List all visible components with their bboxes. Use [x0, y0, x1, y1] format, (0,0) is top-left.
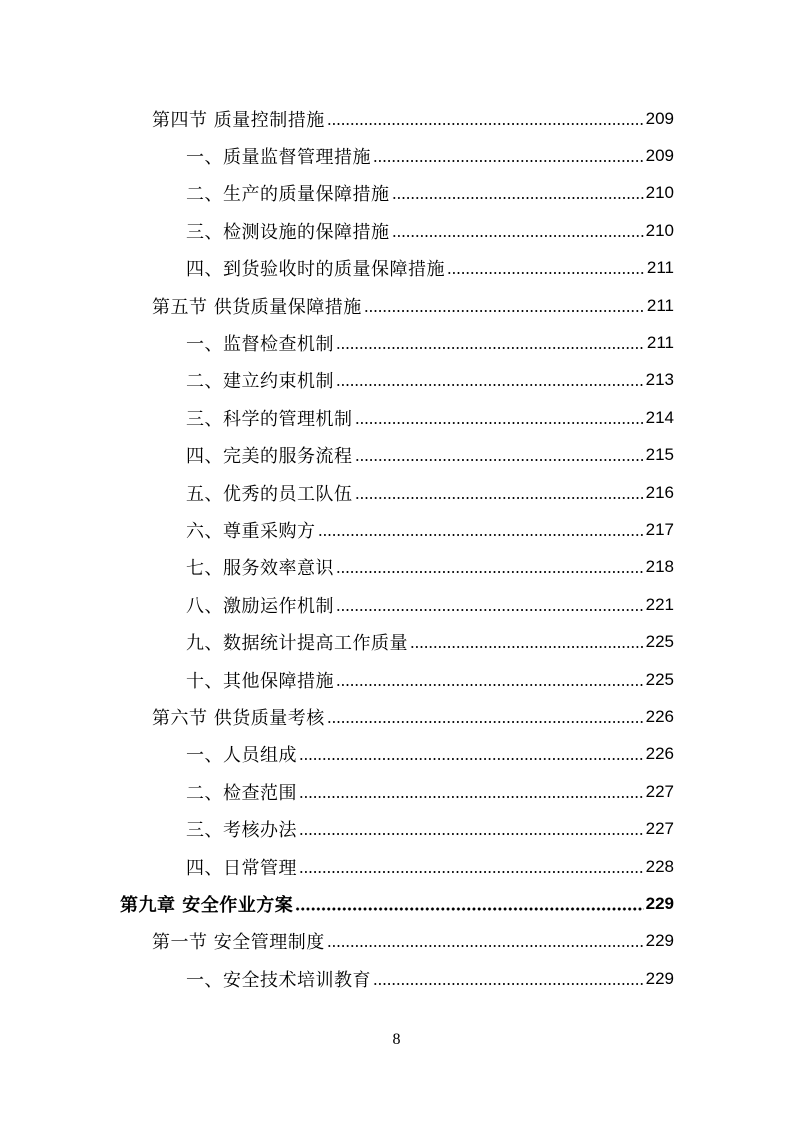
toc-entry-label: 二、生产的质量保障措施 [186, 184, 390, 206]
toc-entry-page: 209 [645, 108, 674, 128]
toc-item-entry[interactable] [0, 324, 793, 361]
toc-entry-label: 一、监督检查机制 [186, 334, 334, 356]
toc-section-entry[interactable] [0, 100, 793, 137]
toc-entry-page: 229 [645, 931, 674, 951]
toc-entry-label: 三、科学的管理机制 [186, 408, 353, 430]
toc-dot-leader [336, 681, 644, 689]
toc-dot-leader [327, 718, 644, 726]
toc-entry-label: 一、人员组成 [186, 745, 297, 767]
toc-dot-leader [355, 494, 644, 502]
toc-entry-label: 十、其他保障措施 [186, 670, 334, 692]
toc-entry-page: 229 [645, 893, 674, 913]
toc-item-entry[interactable] [0, 586, 793, 623]
toc-entry-label: 四、日常管理 [186, 857, 297, 879]
toc-entry-page: 211 [646, 333, 674, 353]
toc-dot-leader [392, 194, 644, 202]
toc-dot-leader [318, 531, 644, 539]
toc-entry-page: 227 [645, 781, 674, 801]
toc-dot-leader [336, 568, 644, 576]
toc-entry-label: 六、尊重采购方 [186, 520, 316, 542]
toc-dot-leader [392, 232, 644, 240]
toc-dot-leader [336, 381, 644, 389]
toc-entry-page: 225 [645, 632, 674, 652]
toc-entry-label: 八、激励运作机制 [186, 595, 334, 617]
toc-entry-label: 一、质量监督管理措施 [186, 147, 371, 169]
toc-entry-page: 229 [645, 968, 674, 988]
toc-entry-page: 210 [645, 183, 674, 203]
toc-item-entry[interactable] [0, 399, 793, 436]
toc-section-entry[interactable] [0, 923, 793, 960]
toc-dot-leader [299, 868, 644, 876]
toc-entry-label: 第四节 质量控制措施 [152, 109, 325, 131]
toc-item-entry[interactable] [0, 773, 793, 810]
toc-dot-leader [410, 643, 644, 651]
toc-item-entry[interactable] [0, 810, 793, 847]
toc-entry-label: 四、到货验收时的质量保障措施 [186, 259, 445, 281]
toc-item-entry[interactable] [0, 960, 793, 997]
toc-dot-leader [355, 456, 644, 464]
toc-dot-leader [299, 830, 644, 838]
toc-entry-label: 第一节 安全管理制度 [152, 932, 325, 954]
toc-entry-label: 第六节 供货质量考核 [152, 707, 325, 729]
toc-dot-leader [336, 344, 645, 352]
toc-dot-leader [327, 942, 644, 950]
page-number: 8 [392, 1031, 401, 1048]
toc-item-entry[interactable] [0, 848, 793, 885]
toc-item-entry[interactable] [0, 175, 793, 212]
toc-entry-page: 210 [645, 220, 674, 240]
toc-dot-leader [364, 307, 645, 315]
toc-entry-page: 217 [645, 519, 674, 539]
toc-dot-leader [327, 120, 644, 128]
toc-item-entry[interactable] [0, 511, 793, 548]
toc-entry-label: 第九章 安全作业方案 [120, 894, 294, 916]
toc-section-entry[interactable] [0, 287, 793, 324]
toc-entry-label: 九、数据统计提高工作质量 [186, 633, 408, 655]
toc-item-entry[interactable] [0, 623, 793, 660]
toc-entry-page: 211 [646, 258, 674, 278]
toc-entry-label: 七、服务效率意识 [186, 558, 334, 580]
toc-entry-label: 五、优秀的员工队伍 [186, 483, 353, 505]
toc-entry-page: 214 [645, 407, 674, 427]
toc-item-entry[interactable] [0, 362, 793, 399]
toc-entry-label: 三、检测设施的保障措施 [186, 221, 390, 243]
toc-entry-page: 226 [645, 744, 674, 764]
toc-section-entry[interactable] [0, 698, 793, 735]
toc-dot-leader [336, 606, 644, 614]
toc-entry-label: 二、检查范围 [186, 782, 297, 804]
toc-dot-leader [299, 755, 644, 763]
toc-entry-label: 一、安全技术培训教育 [186, 969, 371, 991]
toc-entry-label: 第五节 供货质量保障措施 [152, 296, 362, 318]
toc-entry-page: 225 [645, 669, 674, 689]
toc-dot-leader [295, 905, 643, 913]
toc-entry-page: 228 [645, 856, 674, 876]
toc-entry-page: 213 [645, 370, 674, 390]
toc-item-entry[interactable] [0, 549, 793, 586]
toc-item-entry[interactable] [0, 661, 793, 698]
toc-item-entry[interactable] [0, 474, 793, 511]
toc-item-entry[interactable] [0, 137, 793, 174]
toc-dot-leader [355, 419, 644, 427]
toc-entry-page: 226 [645, 706, 674, 726]
toc-entry-page: 215 [645, 445, 674, 465]
table-of-contents [0, 100, 793, 997]
toc-entry-page: 209 [645, 146, 674, 166]
toc-dot-leader [373, 980, 644, 988]
toc-dot-leader [299, 793, 644, 801]
toc-item-entry[interactable] [0, 736, 793, 773]
toc-entry-page: 227 [645, 819, 674, 839]
toc-item-entry[interactable] [0, 212, 793, 249]
toc-entry-label: 三、考核办法 [186, 820, 297, 842]
toc-dot-leader [373, 157, 644, 165]
toc-entry-page: 216 [645, 482, 674, 502]
toc-item-entry[interactable] [0, 437, 793, 474]
toc-entry-label: 四、完美的服务流程 [186, 446, 353, 468]
toc-entry-label: 二、建立约束机制 [186, 371, 334, 393]
toc-entry-page: 211 [646, 295, 674, 315]
toc-dot-leader [447, 269, 645, 277]
toc-entry-page: 221 [645, 594, 674, 614]
toc-entry-page: 218 [645, 557, 674, 577]
toc-item-entry[interactable] [0, 250, 793, 287]
toc-chapter-entry[interactable] [0, 885, 793, 922]
